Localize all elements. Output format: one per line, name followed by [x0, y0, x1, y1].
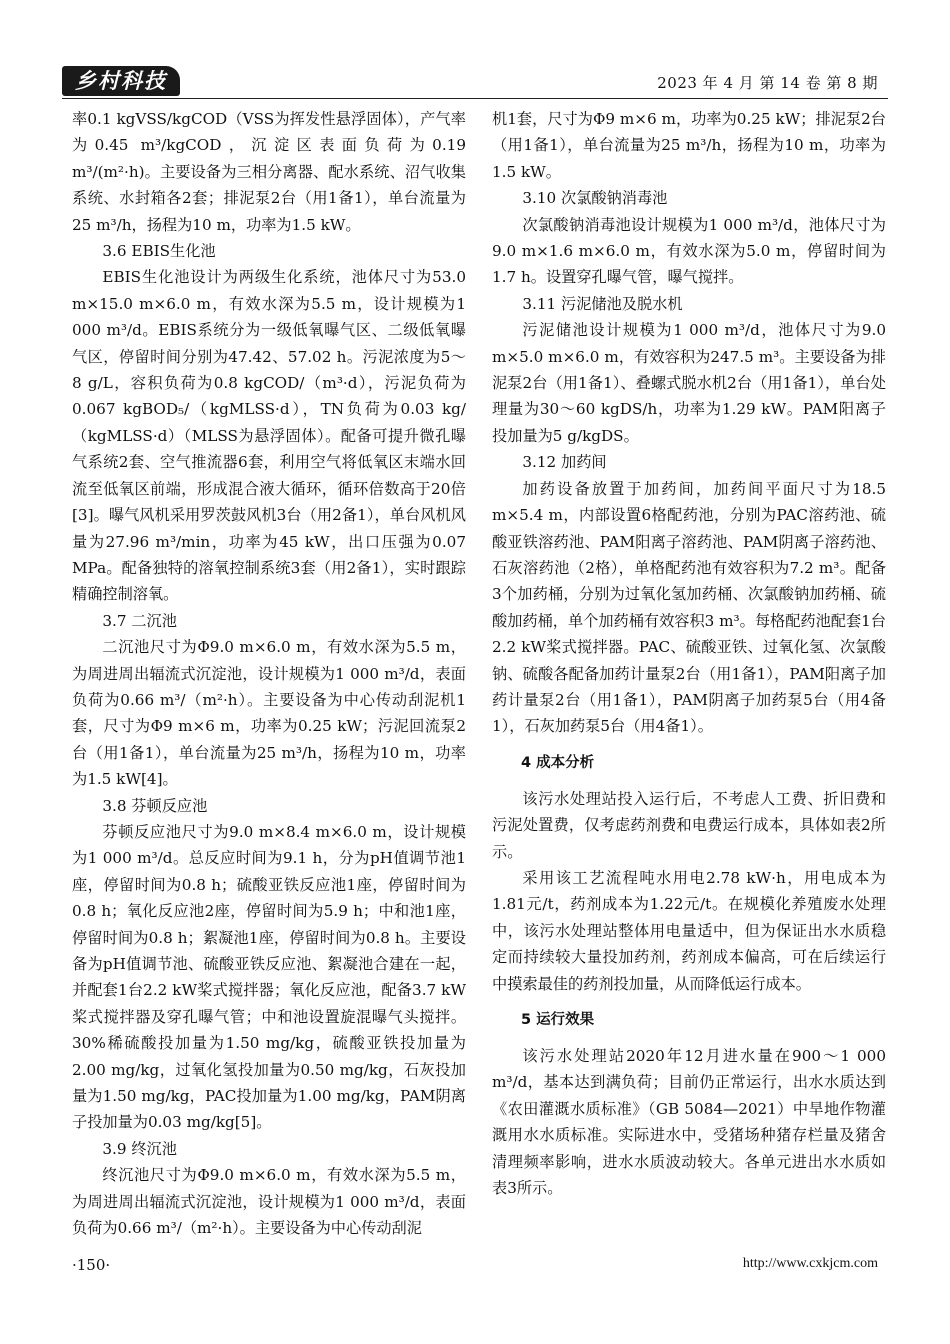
header-rule	[62, 98, 888, 99]
journal-logo: 乡村科技	[62, 66, 180, 96]
subsection-heading: 3.9 终沉池	[102, 1139, 177, 1158]
journal-url: http://www.cxkjcm.com	[742, 1256, 878, 1271]
paragraph: 终沉池尺寸为Φ9.0 m×6.0 m，有效水深为5.5 m，为周进周出辐流式沉淀池，设计规模为1 000 m³/d，表面负荷为0.66 m³/（m²·h）。主要设备为中心传动刮泥	[72, 1166, 466, 1238]
issue-info: 2023 年 4 月 第 14 卷 第 8 期	[657, 74, 878, 92]
section-heading: 5 运行效果	[521, 1012, 595, 1028]
paragraph: 污泥储池设计规模为1 000 m³/d，池体尺寸为9.0 m×5.0 m×6.0 m，有效容积为247.5 m³。主要设备为排泥泵2台（用1备1）、叠螺式脱水机2台（用1备1），单台处理量为30～60 kgDS/h，功率为1.29 kW。PAM阳离子投加量为5 g/kgDS。	[492, 321, 886, 445]
subsection-heading: 3.12 加药间	[522, 453, 607, 472]
paragraph: 采用该工艺流程吨水用电2.78 kW·h，用电成本为1.81元/t，药剂成本为1.22元/t。在规模化养殖废水处理中，该污水处理站整体用电量适中，但为保证出水水质稳定而持续较大量投加药剂，药剂成本偏高，可在后续运行中摸索最佳的药剂投加量，从而降低运行成本。	[492, 868, 886, 993]
paragraph: 率0.1 kgVSS/kgCOD（VSS为挥发性悬浮固体），产气率为0.45 m³/kgCOD，沉淀区表面负荷为0.19 m³/(m²·h)。主要设备为三相分离器、配水系统、沼气收集系统、水封箱各2套；排泥泵2台（用1备1），单台流量为25 m³/h，扬程为10 m，功率为1.5 kW。	[72, 110, 466, 234]
paragraph: 加药设备放置于加药间，加药间平面尺寸为18.5 m×5.4 m，内部设置6格配药池，分别为PAC溶药池、硫酸亚铁溶药池、PAM阳离子溶药池、PAM阴离子溶药池、石灰溶药池（2格），单格配药池有效容积为7.2 m³。配备3个加药桶，分别为过氧化氢加药桶、次氯酸钠加药桶、硫酸加药桶，单个加药桶有效容积3 m³。每格配药池配套1台2.2 kW桨式搅拌器。PAC、硫酸亚铁、过氧化氢、次氯酸钠、硫酸各配备加药计量泵2台（用1备1），PAM阳离子加药计量泵2台（用1备1），PAM阴离子加药泵5台（用4备1），石灰加药泵5台（用4备1）。	[492, 479, 886, 736]
paragraph: 二沉池尺寸为Φ9.0 m×6.0 m，有效水深为5.5 m，为周进周出辐流式沉淀池，设计规模为1 000 m³/d，表面负荷为0.66 m³/（m²·h）。主要设备为中心传动刮泥机1套，尺寸为Φ9 m×6 m，功率为0.25 kW；污泥回流泵2台（用1备1），单台流量为25 m³/h，扬程为10 m，功率为1.5 kW[4]。	[72, 638, 466, 789]
page-header	[0, 62, 950, 100]
subsection-heading: 3.6 EBIS生化池	[102, 242, 216, 261]
left-column	[72, 106, 466, 1241]
paragraph: 机1套，尺寸为Φ9 m×6 m，功率为0.25 kW；排泥泵2台（用1备1），单台流量为25 m³/h，扬程为10 m，功率为1.5 kW。	[492, 110, 886, 181]
subsection-heading: 3.7 二沉池	[102, 611, 177, 630]
section-heading: 4 成本分析	[521, 754, 595, 771]
paragraph: 次氯酸钠消毒池设计规模为1 000 m³/d，池体尺寸为9.0 m×1.6 m×6.0 m，有效水深为5.0 m，停留时间为1.7 h。设置穿孔曝气管，曝气搅拌。	[492, 215, 886, 287]
right-column	[492, 106, 886, 1201]
paragraph: 该污水处理站2020年12月进水量在900～1 000 m³/d，基本达到满负荷；目前仍正常运行，出水水质达到《农田灌溉水质标准》（GB 5084—2021）中旱地作物灌溉用水水质标准。实际进水中，受猪场种猪存栏量及猪舍清理频率影响，进水水质波动较大。各单元进出水水质如表3所示。	[492, 1047, 886, 1198]
paragraph: 该污水处理站投入运行后，不考虑人工费、折旧费和污泥处置费，仅考虑药剂费和电费运行成本，具体如表2所示。	[492, 789, 886, 861]
page-number: ·150·	[72, 1256, 111, 1274]
subsection-heading: 3.10 次氯酸钠消毒池	[522, 189, 668, 208]
paragraph: EBIS生化池设计为两级生化系统，池体尺寸为53.0 m×15.0 m×6.0 m，有效水深为5.5 m，设计规模为1 000 m³/d。EBIS系统分为一级低氧曝气区、二级低氧曝气区，停留时间分别为47.42、57.02 h。污泥浓度为5～8 g/L，容积负荷为0.8 kgCOD/（m³·d），污泥负荷为0.067 kgBOD₅/（kgMLSS·d），TN负荷为0.03 kg/（kgMLSS·d）（MLSS为悬浮固体）。配备可提升微孔曝气系统2套、空气推流器6套，利用空气将低氧区末端水回流至低氧区前端，形成混合液大循环，循环倍数高于20倍[3]。曝气风机采用罗茨鼓风机3台（用2备1），单台风机风量为27.96 m³/min，功率为45 kW，出口压强为0.07 MPa。配备独特的溶氧控制系统3套（用2备1），实时跟踪精确控制溶氧。	[72, 268, 466, 604]
paragraph: 芬顿反应池尺寸为9.0 m×8.4 m×6.0 m，设计规模为1 000 m³/d。总反应时间为9.1 h，分为pH值调节池1座，停留时间为0.8 h；硫酸亚铁反应池1座，停留时间为0.8 h；氧化反应池2座，停留时间为5.9 h；中和池1座，停留时间为0.8 h；絮凝池1座，停留时间为0.8 h。主要设备为pH值调节池、硫酸亚铁反应池、絮凝池合建在一起，并配套1台2.2 kW桨式搅拌器；氧化反应池，配备3.7 kW桨式搅拌器及穿孔曝气管；中和池设置旋混曝气头搅拌。30%稀硫酸投加量为1.50 mg/kg，硫酸亚铁投加量为2.00 mg/kg，过氧化氢投加量为0.50 mg/kg，石灰投加量为1.50 mg/kg，PAC投加量为1.00 mg/kg，PAM阴离子投加量为0.03 mg/kg[5]。	[72, 822, 466, 1132]
subsection-heading: 3.8 芬顿反应池	[102, 796, 208, 815]
subsection-heading: 3.11 污泥储池及脱水机	[522, 294, 683, 313]
